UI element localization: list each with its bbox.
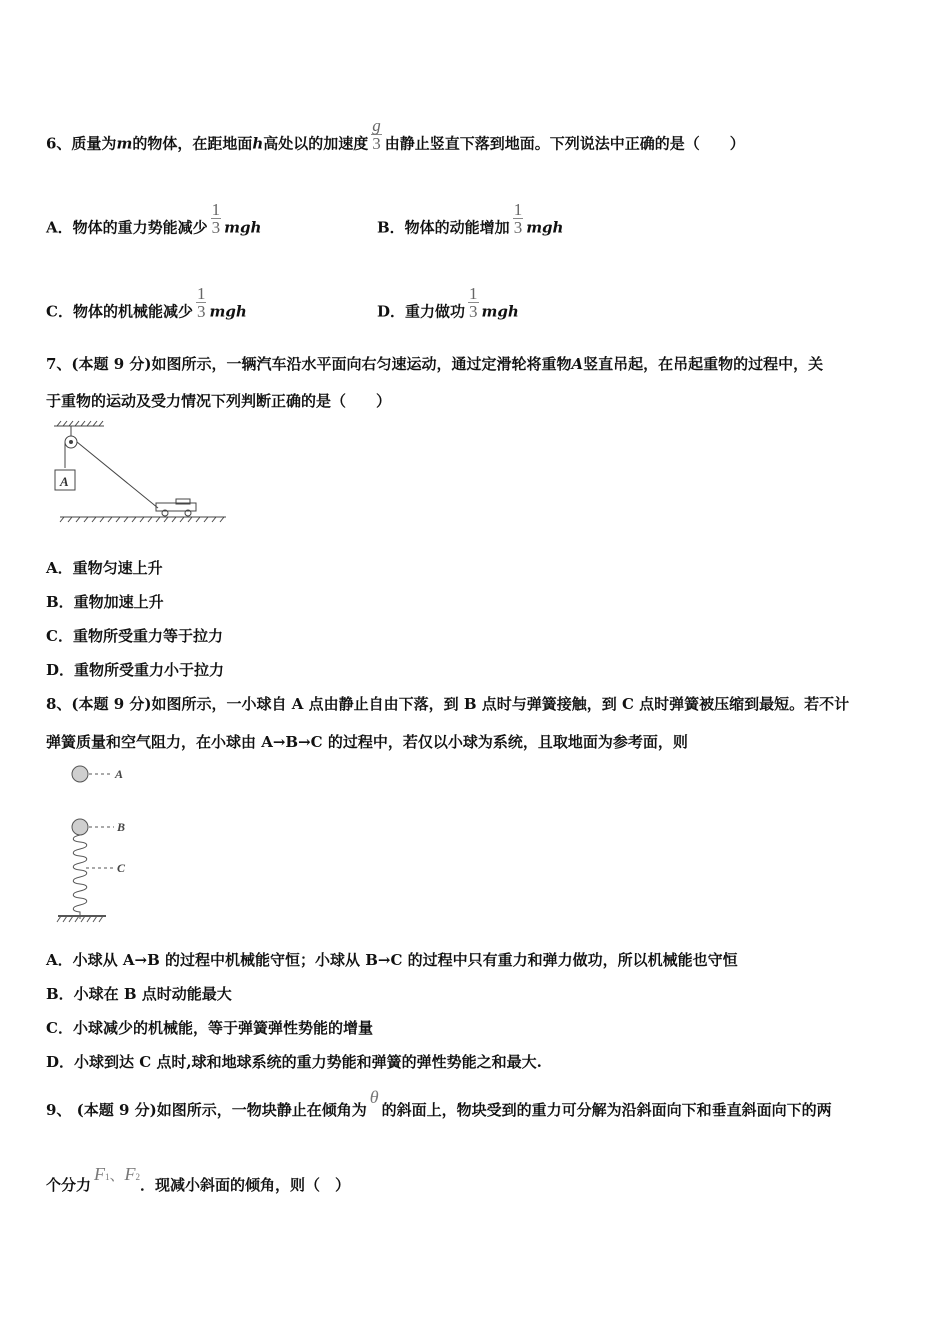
q7-option-d: D．重物所受重力小于拉力 bbox=[46, 661, 225, 679]
weight-label: A bbox=[60, 474, 69, 489]
fraction-one-third: $\frac{1}{3}$ bbox=[196, 284, 206, 321]
ground-hatch bbox=[60, 517, 224, 522]
q6-option-d: D．重力做功 $\frac{1}{3}$ mgh bbox=[377, 284, 519, 321]
q7-option-a: A．重物匀速上升 bbox=[46, 559, 163, 577]
ball-at-a bbox=[72, 766, 88, 782]
var-h: h bbox=[252, 134, 264, 153]
q7-option-c: C．重物所受重力等于拉力 bbox=[46, 627, 223, 645]
force-f2-symbol: F2 bbox=[124, 1164, 141, 1184]
spring-coil bbox=[73, 835, 87, 919]
q7-stem-line1: 7、(本题 9 分)如图所示，一辆汽车沿水平面向右匀速运动，通过定滑轮将重物A竖直吊起，在吊起重物的过程中，关 bbox=[46, 355, 824, 373]
label-c: C bbox=[117, 861, 126, 875]
q6-option-b: B．物体的动能增加 $\frac{1}{3}$ mgh bbox=[377, 200, 564, 237]
q6-stem: 6、质量为m的物体，在距地面h高处以的加速度 $\frac{g}{3}$ 由静止竖直下落到地面。下列说法中正确的是（ ） bbox=[46, 116, 745, 153]
pulley-truck-diagram bbox=[44, 420, 230, 524]
q8-option-c: C．小球减少的机械能，等于弹簧弹性势能的增量 bbox=[46, 1019, 373, 1037]
q9-stem-line1: 9、 (本题 9 分)如图所示，一物块静止在倾角为θ的斜面上，物块受到的重力可分解为沿斜面向下和垂直斜面向下的两 bbox=[46, 1087, 832, 1119]
fraction-g-over-3: $\frac{g}{3}$ bbox=[372, 116, 381, 153]
label-a: A bbox=[115, 767, 124, 781]
theta-symbol: θ bbox=[369, 1087, 379, 1107]
label-b: B bbox=[117, 820, 126, 834]
q8-option-b: B．小球在 B 点时动能最大 bbox=[46, 985, 232, 1003]
rope-slanted bbox=[77, 442, 158, 508]
fraction-one-third: $\frac{1}{3}$ bbox=[211, 200, 221, 237]
q8-stem-line2: 弹簧质量和空气阻力，在小球由 A→B→C 的过程中，若仅以小球为系统，且取地面为参考面，则 bbox=[46, 733, 688, 751]
force-f1-symbol: F1 bbox=[94, 1164, 110, 1184]
q6-option-c: C．物体的机械能减少 $\frac{1}{3}$ mgh bbox=[46, 284, 247, 321]
q9-stem-line2: 个分力F1、F2．现减小斜面的倾角，则（ ） bbox=[46, 1164, 351, 1194]
fraction-one-third: $\frac{1}{3}$ bbox=[469, 284, 478, 321]
q6-option-a: A．物体的重力势能减少 $\frac{1}{3}$ mgh bbox=[46, 200, 262, 237]
q7-stem-line2: 于重物的运动及受力情况下列判断正确的是（ ） bbox=[46, 392, 392, 410]
q7-option-b: B．重物加速上升 bbox=[46, 593, 164, 611]
ball-at-b bbox=[72, 819, 88, 835]
ceiling-hatch bbox=[57, 421, 103, 426]
q8-option-d: D．小球到达 C 点时,球和地球系统的重力势能和弹簧的弹性势能之和最大. bbox=[46, 1053, 542, 1071]
fraction-one-third: $\frac{1}{3}$ bbox=[513, 200, 523, 237]
var-m: m bbox=[116, 134, 133, 153]
truck bbox=[156, 499, 196, 516]
q8-option-a: A．小球从 A→B 的过程中机械能守恒；小球从 B→C 的过程中只有重力和弹力做功，所以机械能也守恒 bbox=[46, 951, 738, 969]
q8-stem-line1: 8、(本题 9 分)如图所示，一小球自 A 点由静止自由下落，到 B 点时与弹簧接触，到 C 点时弹簧被压缩到最短。若不计 bbox=[46, 695, 850, 713]
ball-spring-diagram bbox=[52, 760, 142, 926]
